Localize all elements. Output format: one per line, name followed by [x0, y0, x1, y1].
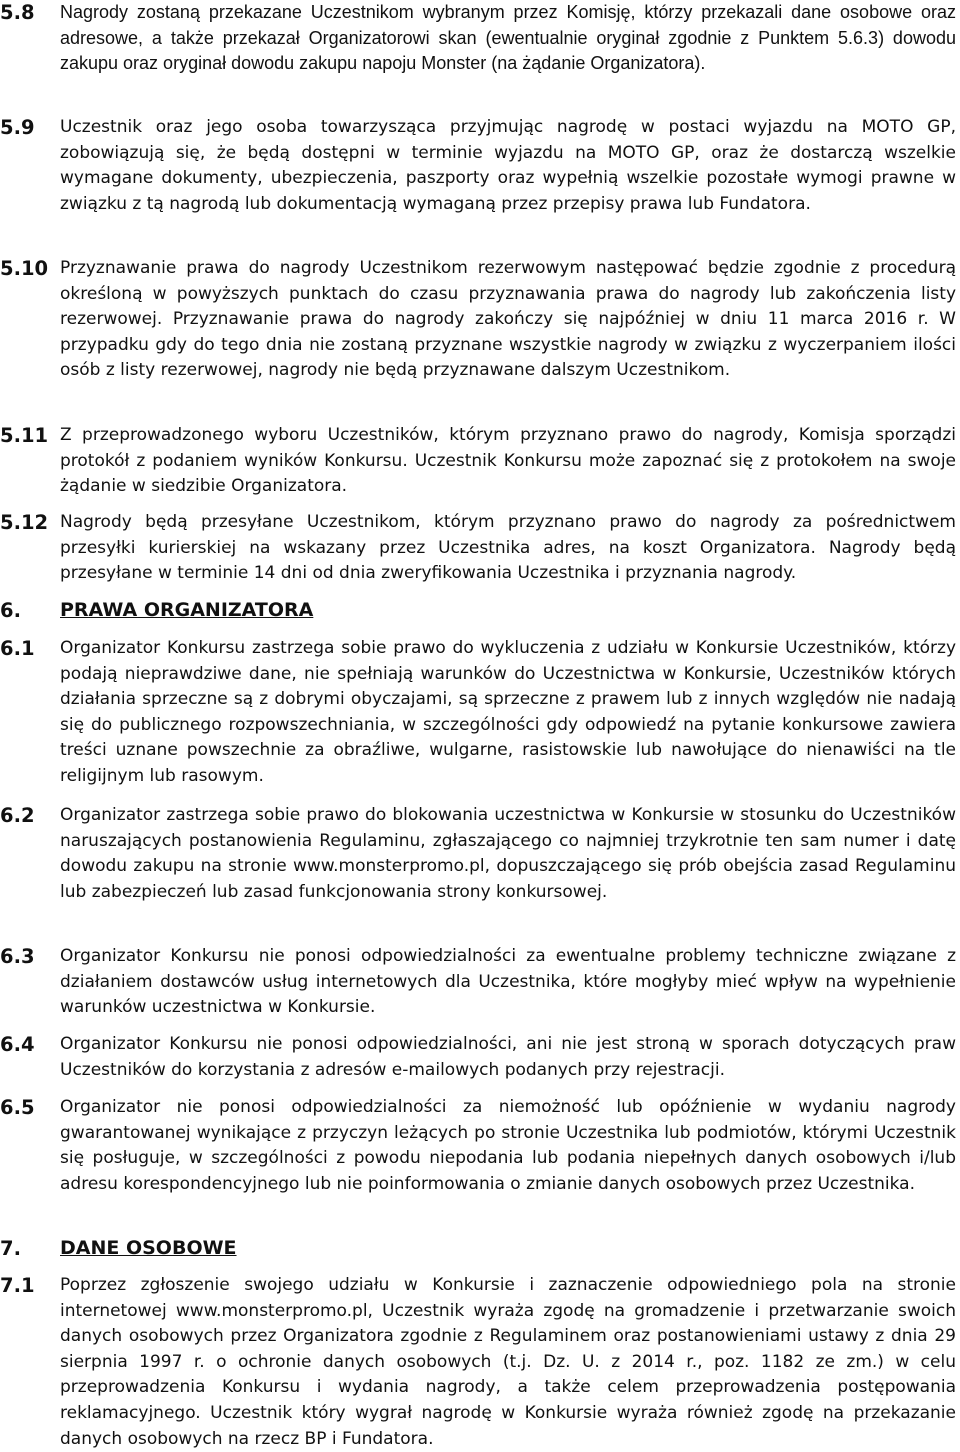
section-number: 5.10	[0, 257, 49, 280]
section-number: 6.1	[0, 637, 35, 660]
section-text: Z przeprowadzonego wyboru Uczestników, którym przyznano prawo do nagrody, Komisja sporządzi protokół z podaniem wyników Konkursu. Uczestnik Konkursu może zapoznać się z protokołem na swoje żądanie w siedzibie Organizatora.	[60, 425, 956, 497]
section-text: Poprzez zgłoszenie swojego udziału w Konkursie i zaznaczenie odpowiedniego pola na stronie internetowej www.monsterpromo.pl, Uczestnik wyraża zgodę na gromadzenie i przetwarzanie swoich danych osobowych przez Organizatora zgodnie z Regulaminem oraz postanowieniami ustawy z dnia 29 sierpnia 1997 r. o ochronie danych osobowych (t.j. Dz. U. z 2014 r., poz. 1182 ze zm.) w celu przeprowadzenia Konkursu i wydania nagrody, a także celem przeprowadzenia postępowania reklamacyjnego. Uczestnik który wygrał nagrodę w Konkursie wyraża również zgodę na przekazanie danych osobowych na rzecz BP i Fundatora.	[60, 1275, 956, 1449]
section-text: Przyznawanie prawa do nagrody Uczestnikom rezerwowym następować będzie zgodnie z procedurą określoną w powyższych punktach do czasu przyznawania prawa do nagrody lub zakończenia listy rezerwowej. Przyznawanie prawa do nagrody zakończy się najpóźniej w dniu 11 marca 2016 r. W przypadku gdy do tego dnia nie zostaną przyznane wszystkie nagrody w związku z wyczerpaniem ilości osób z listy rezerwowej, nagrody nie będą przyznawane dalszym Uczestnikom.	[60, 258, 956, 381]
section-text: Nagrody będą przesyłane Uczestnikom, którym przyznano prawo do nagrody za pośrednictwem przesyłki kurierskiej na wskazany przez Uczestnika adres, na koszt Organizatora. Nagrody będą przesyłane w terminie 14 dni od dnia zweryfikowania Uczestnika i przyznania nagrody.	[60, 512, 956, 584]
section-number: 6.4	[0, 1033, 35, 1056]
section-text: Organizator zastrzega sobie prawo do blokowania uczestnictwa w Konkursie w stosunku do Uczestników naruszających postanowienia Regulaminu, zgłaszającego co najmniej trzykrotnie ten sam numer i datę dowodu zakupu na stronie www.monsterpromo.pl, dopuszczającego się prób obejścia zasad Regulaminu lub zabezpieczeń lub zasad funkcjonowania strony konkursowej.	[60, 805, 956, 902]
section-number: 6.5	[0, 1096, 35, 1119]
section-number: 7.1	[0, 1274, 35, 1297]
section-heading: DANE OSOBOWE	[60, 1237, 237, 1259]
section-number: 7.	[0, 1237, 21, 1260]
section-number: 5.8	[0, 1, 35, 24]
section-heading: PRAWA ORGANIZATORA	[60, 599, 314, 621]
section-number: 5.9	[0, 116, 35, 139]
section-number: 5.11	[0, 424, 49, 447]
section-text: Organizator Konkursu zastrzega sobie prawo do wykluczenia z udziału w Konkursie Uczestników, którzy podają nieprawdziwe dane, nie spełniają warunków do Uczestnictwa w Konkursie, Uczestników których działania sprzeczne są z dobrymi obyczajami, są sprzeczne z prawem lub z innych względów nie nadają się do publicznego rozpowszechniania, w szczególności gdy odpowiedź na pytanie konkursowe zawiera treści uznane powszechnie za obraźliwe, wulgarne, rasistowskie lub nawołujące do nienawiści na tle religijnym lub rasowym.	[60, 638, 956, 786]
section-text: Nagrody zostaną przekazane Uczestnikom wybranym przez Komisję, którzy przekazali dane osobowe oraz adresowe, a także przekazał Organizatorowi skan (ewentualnie oryginał zgodnie z Punktem 5.6.3) dowodu zakupu oraz oryginał dowodu zakupu napoju Monster (na żądanie Organizatora).	[60, 2, 956, 74]
section-number: 6.	[0, 599, 21, 622]
section-text: Organizator Konkursu nie ponosi odpowiedzialności, ani nie jest stroną w sporach dotyczących praw Uczestników do korzystania z adresów e-mailowych podanych przy rejestracji.	[60, 1034, 956, 1080]
section-text: Organizator Konkursu nie ponosi odpowiedzialności za ewentualne problemy techniczne związane z działaniem dostawców usług internetowych dla Uczestnika, które mogłyby mieć wpływ na wypełnienie warunków uczestnictwa w Konkursie.	[60, 946, 956, 1018]
section-number: 6.2	[0, 804, 35, 827]
section-text: Uczestnik oraz jego osoba towarzysząca przyjmując nagrodę w postaci wyjazdu na MOTO GP, zobowiązują się, że będą dostępni w terminie wyjazdu na MOTO GP, oraz że dostarczą wszelkie wymagane dokumenty, ubezpieczenia, paszporty oraz wypełnią wszelkie pozostałe wymogi prawne w związku z tą nagrodą lub dokumentacją wymaganą przez przepisy prawa lub Fundatora.	[60, 117, 956, 214]
section-text: Organizator nie ponosi odpowiedzialności za niemożność lub opóźnienie w wydaniu nagrody gwarantowanej wynikające z przyczyn leżących po stronie Uczestnika lub podmiotów, którymi Uczestnik się posługuje, w szczególności z powodu niepodania lub podania niepełnych danych osobowych i/lub adresu korespondencyjnego lub nie poinformowania o zmianie danych osobowych przez Uczestnika.	[60, 1097, 956, 1194]
section-number: 5.12	[0, 511, 49, 534]
section-number: 6.3	[0, 945, 35, 968]
